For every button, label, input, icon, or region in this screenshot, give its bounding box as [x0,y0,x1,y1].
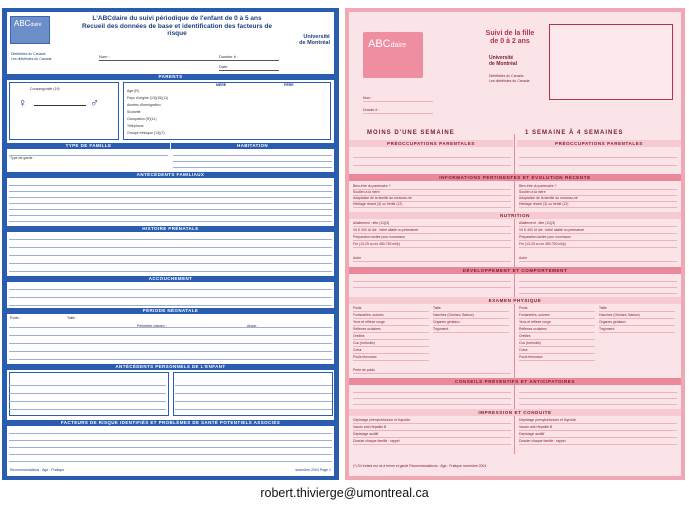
section-accouchement: ACCOUCHEMENT [7,276,334,282]
nutrition-row: Allaitement : tête (11)(3) [353,221,511,227]
exam-row: Tégument [599,327,675,333]
left-page-number: novembre 2004 Page 1 [294,468,331,472]
section-informations: INFORMATIONS PERTINENTES ET ÉVOLUTION RÉCENTE [349,174,681,181]
nutrition-row: Autre [353,256,511,262]
col-1-a-4-semaines: 1 SEMAINE À 4 SEMAINES [525,130,624,136]
impression-row: Vaccin anti-Hépatite B [353,425,511,431]
exam-row: Pouls fémoraux [353,355,429,361]
contact-email: robert.thivierge@umontreal.ca [260,486,429,500]
info-row: Héritage récent (3) ou hérité (12) [519,202,677,208]
nutrition-row: Autre [519,256,677,262]
exam-row: Yeux et réflexe rouge [519,320,595,326]
info-row: Bien-être du partenaire ? [519,184,677,190]
row-scolarite: Scolarité [127,110,141,114]
exam-row: Fontanelles, sutures [519,313,595,319]
section-antecedents-familiaux: ANTÉCÉDENTS FAMILIAUX [7,172,334,178]
apgar-label: Apgar : [247,324,259,328]
right-dossier-field[interactable]: Dossier # : [363,108,433,114]
section-periode-neonatale: PÉRIODE NÉONATALE [7,308,334,314]
patient-label-box[interactable] [549,24,673,100]
info-row: Adaptation de la famille au nouveau-né [519,196,677,202]
exam-row: Poids [519,306,595,312]
exam-row: Oreilles [353,334,429,340]
section-facteurs-risque: FACTEURS DE RISQUE IDENTIFIÉS ET PROBLÈMES DE SANTÉ POTENTIELS ASSOCIÉS [7,420,334,426]
nutrition-row: Préparation lactée pour nourrisson [519,235,677,241]
dietitians-canada-logo-pink: Diététistes du Canada Les diététistes du Canada [489,74,530,83]
right-footer: (*) Si l'enfant est né à terme et gardé Recommandations : Âge : Pratique novembre 2004 [353,464,487,468]
exam-row: Hanches (Ortolani, Barlow) [433,313,509,319]
col-pere: PÈRE [284,83,294,87]
parents-table [123,82,331,140]
exam-row: Oreilles [519,334,595,340]
udem-logo: Université de Montréal [299,34,330,46]
nutrition-row: Allaitement : tête (11)(3) [519,221,677,227]
impression-row: Dépistage auditif [519,432,677,438]
type-garde-label: Type de garde : [10,156,35,160]
section-antecedents-personnels: ANTÉCÉDENTS PERSONNELS DE L'ENFANT [7,364,334,370]
exam-row: Fontanelles, sutures [353,313,429,319]
exam-row: Cœur [353,348,429,354]
info-row: Soutien à la mère [353,190,511,196]
exam-row: Tégument [433,327,509,333]
dietitians-canada-logo: Diététistes du Canada Les diététistes du Canada [11,52,52,61]
preoccupations-left: PRÉOCCUPATIONS PARENTALES [349,140,513,147]
section-parents: PARENTS [7,74,334,80]
udem-logo-pink: Université de Montréal [489,55,518,67]
perimetre-label: Périmètre crânien : [137,324,167,328]
row-occupation: Occupation (R)(11) [127,117,157,121]
right-form-page [345,8,685,480]
exam-row: Perte de poids [353,368,511,374]
section-conseils: CONSEILS PRÉVENTIFS ET ANTICIPATOIRES [349,378,681,385]
section-developpement: DÉVELOPPEMENT ET COMPORTEMENT [349,267,681,274]
exam-row: Organes génitaux [599,320,675,326]
nutrition-row: Préparation lactée pour nourrisson [353,235,511,241]
preoccupations-right: PRÉOCCUPATIONS PARENTALES [517,140,681,147]
section-type-famille: TYPE DE FAMILLE [7,143,170,149]
male-symbol-icon: ♂ [90,97,99,109]
row-telephone: Téléphone [127,124,144,128]
exam-row: Cou (torticolis) [353,341,429,347]
nutrition-row: Fer (13-25 ou ex 450-750 ml/jr) [353,242,511,248]
poids-label: Poids : [10,316,21,320]
exam-row: Yeux et réflexe rouge [353,320,429,326]
right-form-title: Suivi de la fille de 0 à 2 ans [485,30,535,45]
name-field[interactable]: Nom : [99,54,219,61]
nutrition-row: Fer (13-25 ou ex 450-750 ml/jr) [519,242,677,248]
section-impression: IMPRESSION ET CONDUITE [349,409,681,416]
abcdaire-logo: ABCdaire [10,16,50,44]
info-row: Soutien à la mère [519,190,677,196]
impression-row: Dossier chaque famille : rappel [353,439,511,445]
female-symbol-icon: ♀ [18,97,27,109]
consanguinity-box: Consanguinité (19) ♀ ♂ [9,82,119,140]
impression-row: Dépistage auditif [353,432,511,438]
exam-row: Pouls fémoraux [519,355,595,361]
exam-row: Taille [599,306,675,312]
date-field[interactable]: Date [219,64,279,71]
col-mere: MÈRE [216,83,227,87]
exam-row: Réflexes oculaires [519,327,595,333]
impression-row: Vaccin anti-Hépatite B [519,425,677,431]
section-examen: EXAMEN PHYSIQUE [349,297,681,304]
exam-row: Taille [433,306,509,312]
col-moins-une-semaine: MOINS D'UNE SEMAINE [367,130,455,136]
exam-row: Hanches (Ortolani, Barlow) [599,313,675,319]
impression-row: Dépistage phénylcétonurie et thyroïde [353,418,511,424]
info-row: Adaptation de la famille au nouveau-né [353,196,511,202]
left-form-title: L'ABCdaire du suivi périodique de l'enfant de 0 à 5 ans Recueil des données de base et identification des facteurs de risque [81,15,272,37]
left-footer: Recommandations : Âge : Pratique [10,468,65,472]
exam-row: Organes génitaux [433,320,509,326]
exam-row: Cœur [519,348,595,354]
exam-row: Réflexes oculaires [353,327,429,333]
info-row: Héritage récent (3) ou hérité (12) [353,202,511,208]
dossier-field[interactable]: Dossier # : [219,54,279,61]
exam-row: Poids [353,306,429,312]
row-immigration: Années d'immigration [127,103,161,107]
right-name-field[interactable]: Nom : [363,96,433,102]
section-histoire-prenatale: HISTOIRE PRÉNATALE [7,226,334,232]
abcdaire-logo-pink: ABCdaire [363,32,423,78]
row-groupe-ethnique: Groupe ethnique (13)(7) [127,131,165,135]
section-habitation: HABITATION [171,143,334,149]
row-pays: Pays d'origine (13)(15)(11) [127,96,169,100]
section-nutrition: NUTRITION [349,212,681,219]
taille-label: Taille : [67,316,77,320]
exam-row: Cou (torticolis) [519,341,595,347]
impression-row: Dossier chaque famille : rappel [519,439,677,445]
nutrition-row: Vit D 400 UI die : bébé allaité ou prématuré [519,228,677,234]
left-form-page [2,8,339,480]
nutrition-row: Vit D 400 UI die : bébé allaité ou prématuré [353,228,511,234]
info-row: Bien-être du partenaire ? [353,184,511,190]
impression-row: Dépistage phénylcétonurie et thyroïde [519,418,677,424]
row-age: Âge (R) [127,89,140,93]
